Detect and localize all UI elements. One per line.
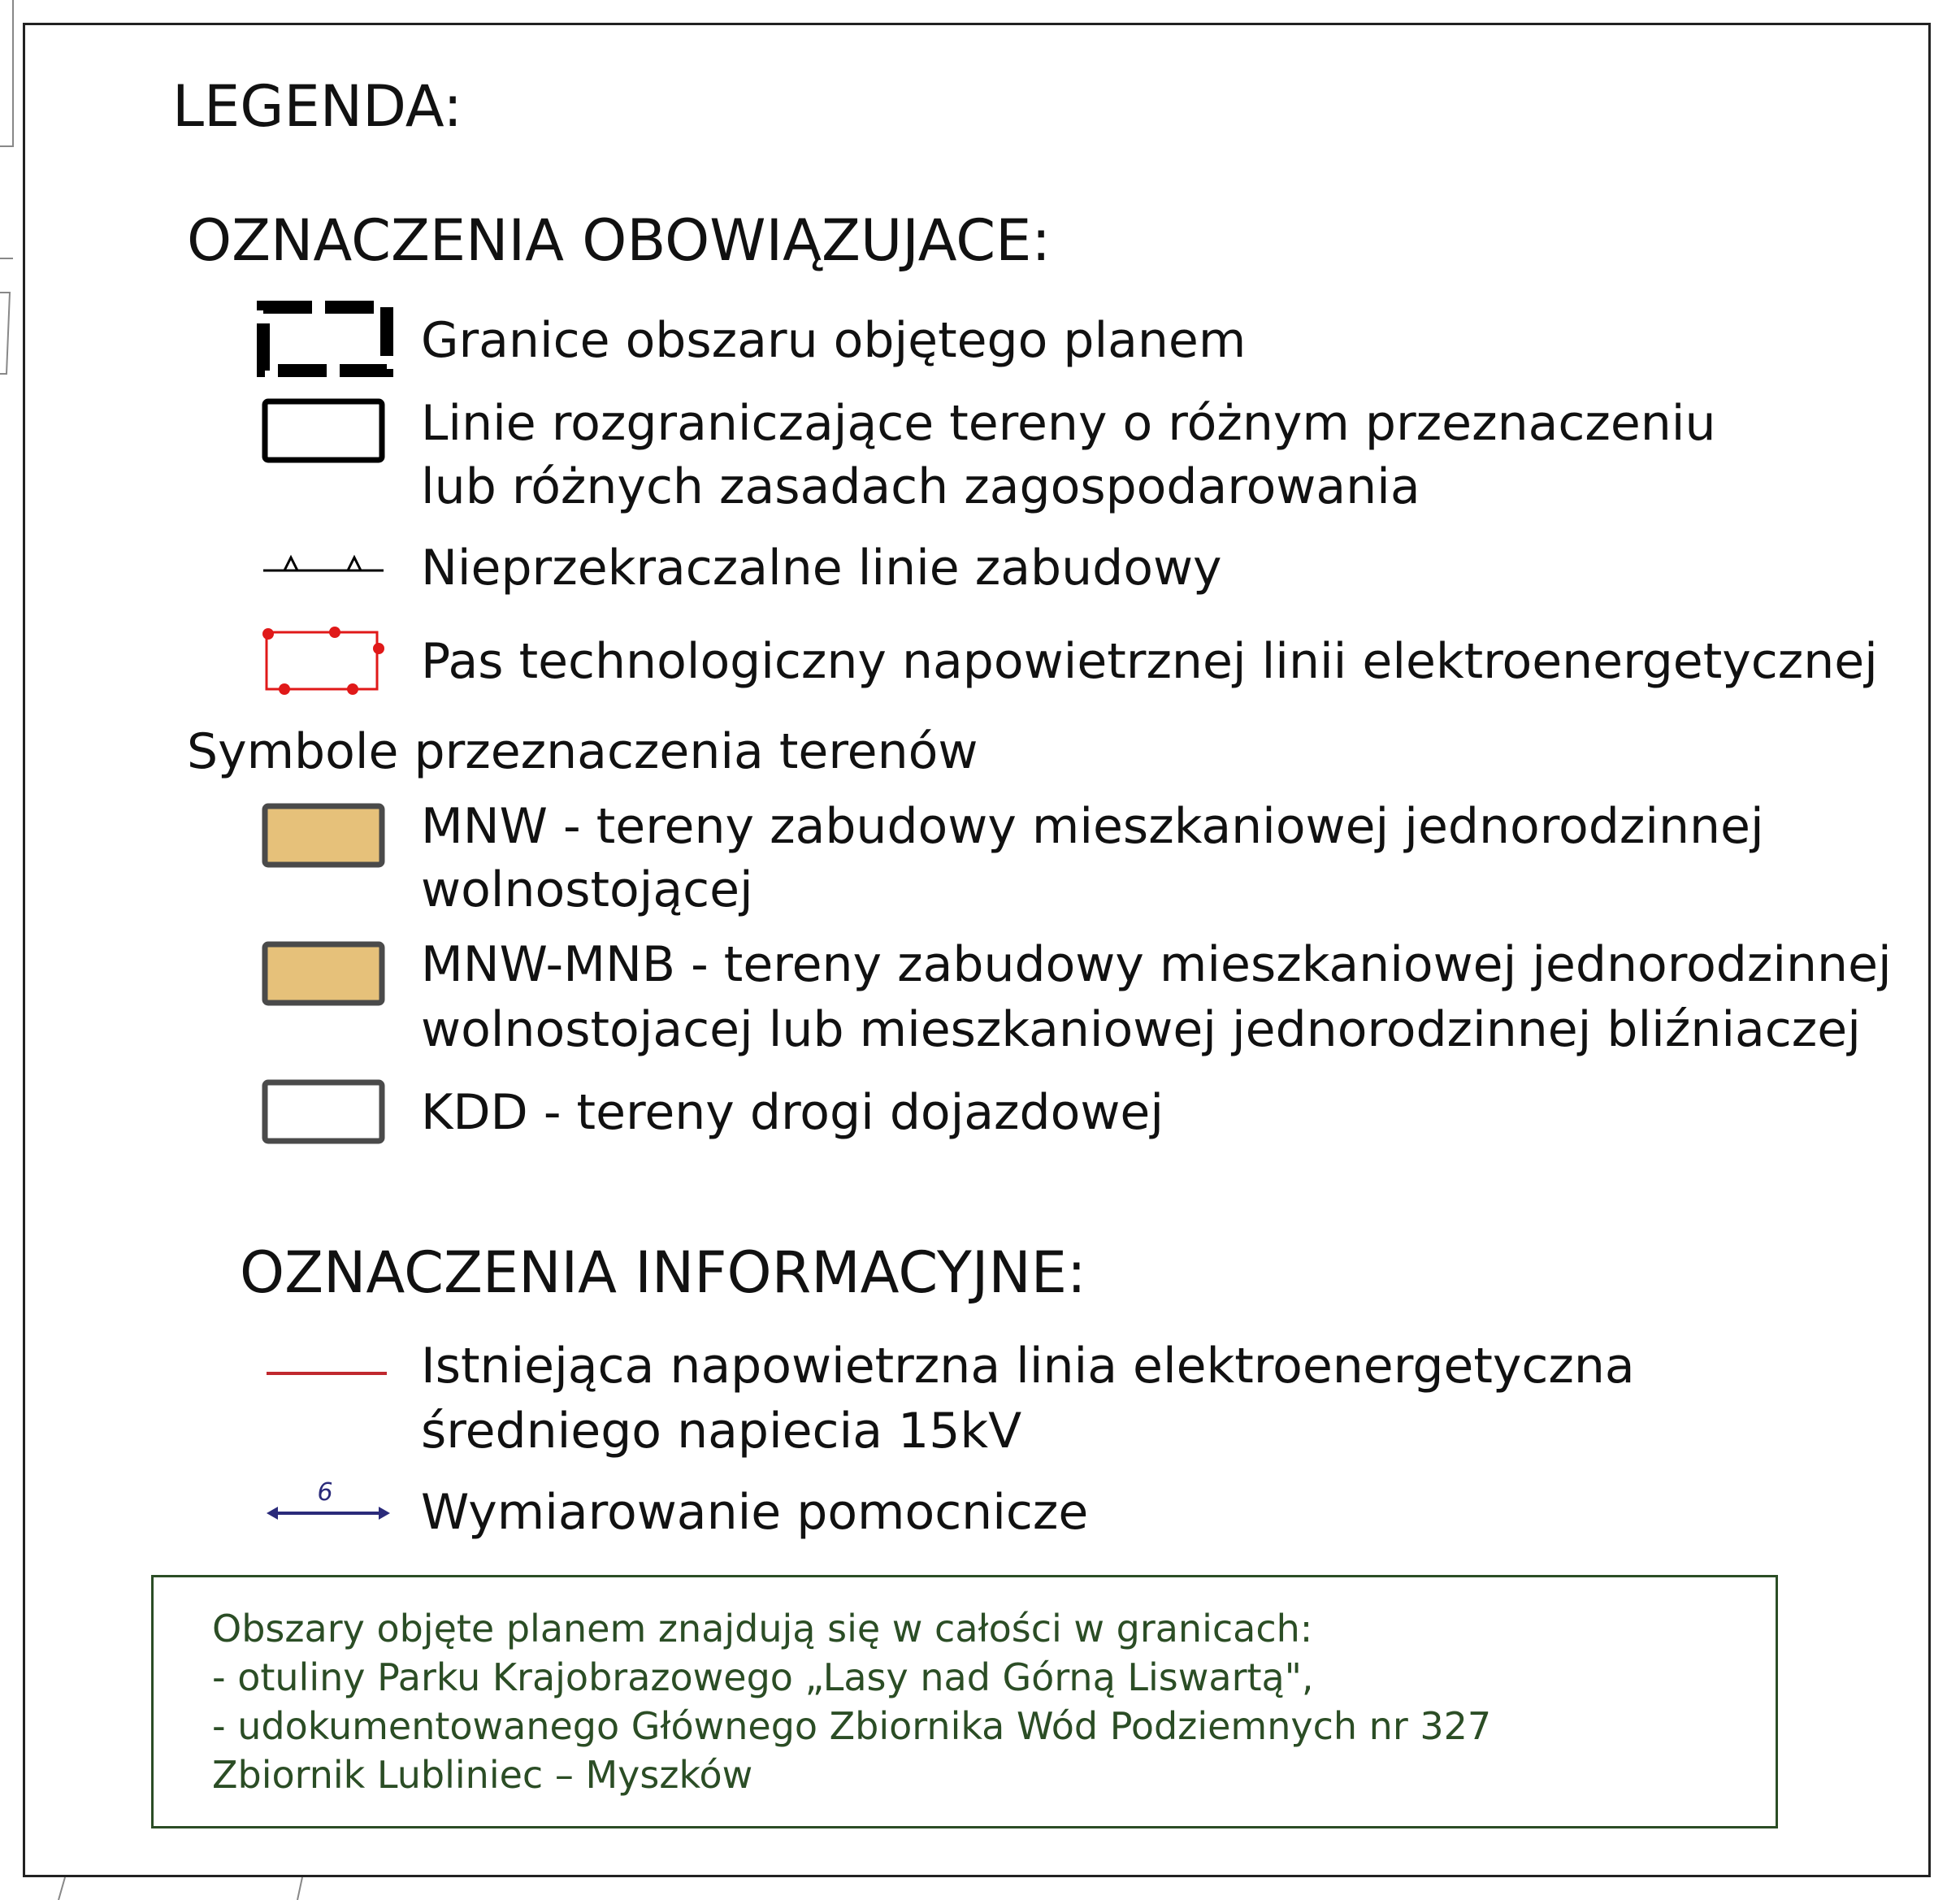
- mnw-mnb-label-2: wolnostojacej lub mieszkaniowej jednorodzinnej bliźniaczej: [421, 1001, 1861, 1058]
- note-line-4: Zbiornik Lubliniec – Myszków: [212, 1753, 753, 1797]
- protected-area-note: [151, 1575, 1778, 1828]
- mnw-swatch-icon: [262, 803, 385, 868]
- info-header: OZNACZENIA INFORMACYJNE:: [240, 1239, 1086, 1306]
- note-line-1: Obszary objęte planem znajdują się w całości w granicach:: [212, 1607, 1313, 1651]
- existing-power-line-label-1: Istniejąca napowietrzna linia elektroenergetyczna: [421, 1338, 1635, 1395]
- power-strip-icon: [257, 622, 387, 699]
- demarcation-line-icon: [262, 398, 385, 463]
- note-line-3: - udokumentowanego Głównego Zbiornika Wód Podziemnych nr 327: [212, 1704, 1492, 1748]
- existing-power-line-label-2: średniego napiecia 15kV: [421, 1403, 1022, 1460]
- mnw-mnb-swatch-icon: [262, 941, 385, 1006]
- dimension-label: Wymiarowanie pomocnicze: [421, 1484, 1089, 1541]
- building-line-label: Nieprzekraczalne linie zabudowy: [421, 540, 1222, 596]
- kdd-swatch-icon: [262, 1079, 385, 1144]
- mnw-label-2: wolnostojącej: [421, 861, 753, 918]
- kdd-label: KDD - tereny drogi dojazdowej: [421, 1084, 1164, 1141]
- demarcation-line-label-1: Linie rozgraniczające tereny o różnym przeznaczeniu: [421, 395, 1716, 452]
- land-use-header: Symbole przeznaczenia terenów: [187, 723, 978, 780]
- plan-boundary-icon: [257, 301, 393, 377]
- mnw-mnb-label-1: MNW-MNB - tereny zabudowy mieszkaniowej jednorodzinnej: [421, 936, 1892, 993]
- note-line-2: - otuliny Parku Krajobrazowego „Lasy nad Górną Liswartą",: [212, 1655, 1314, 1699]
- existing-power-line-icon: [265, 1365, 388, 1382]
- demarcation-line-label-2: lub różnych zasadach zagospodarowania: [421, 458, 1420, 515]
- building-line-icon: [262, 546, 385, 579]
- plan-boundary-label: Granice obszaru objętego planem: [421, 312, 1247, 369]
- power-strip-label: Pas technologiczny napowietrznej linii elektroenergetycznej: [421, 633, 1878, 690]
- dimension-value: 6: [317, 1479, 333, 1507]
- dimension-arrow-icon: [265, 1479, 392, 1528]
- mnw-label-1: MNW - tereny zabudowy mieszkaniowej jednorodzinnej: [421, 798, 1764, 855]
- binding-header: OZNACZENIA OBOWIĄZUJACE:: [187, 207, 1051, 274]
- legend-title: LEGENDA:: [172, 73, 462, 140]
